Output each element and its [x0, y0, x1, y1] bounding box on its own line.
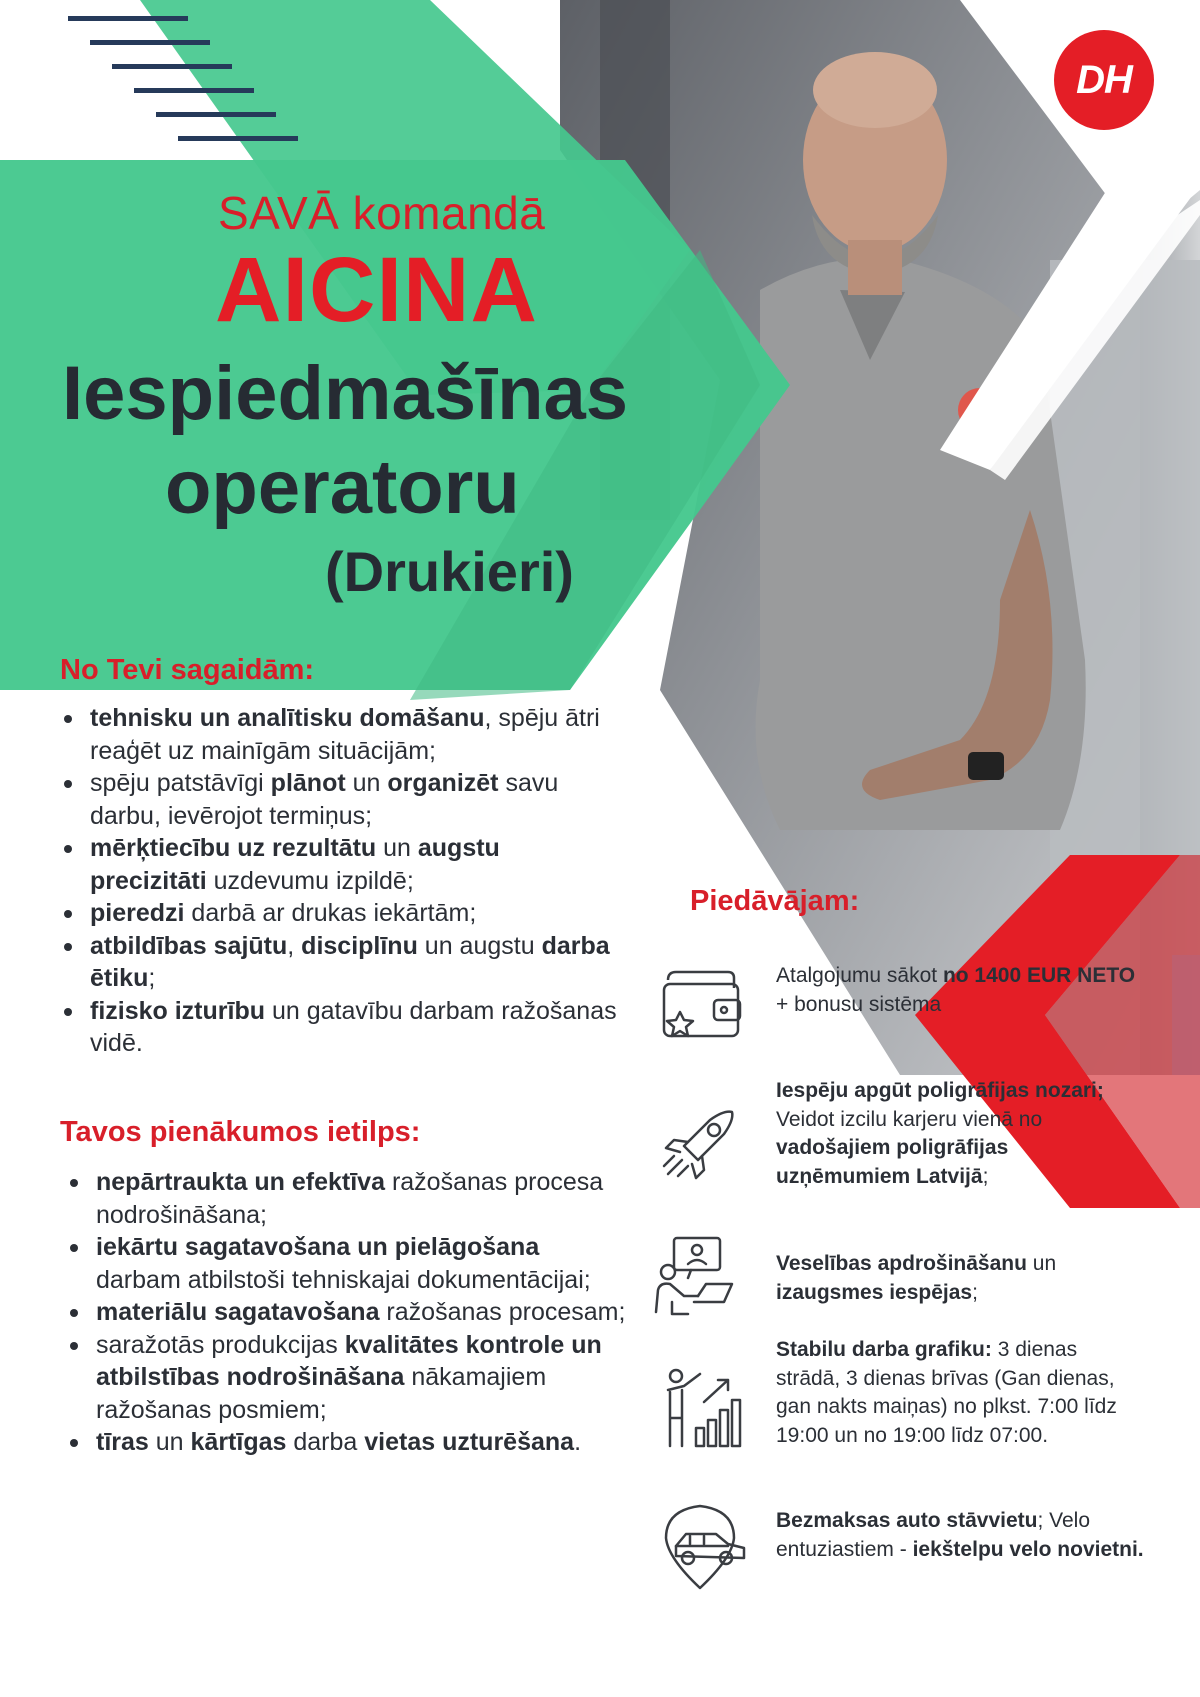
remote-work-icon	[648, 1232, 740, 1324]
duty-item: materiālu sagatavošana ražošanas procesam;	[66, 1296, 626, 1329]
requirement-item: tehnisku un analītisku domāšanu, spēju ātri reaģēt uz mainīgām situācijām;	[60, 702, 620, 767]
bold-text: tīras	[96, 1428, 149, 1456]
duties-title: Tavos pienākumos ietilps:	[60, 1116, 421, 1148]
car-location-icon	[654, 1500, 746, 1592]
headline-intro: SAVĀ komandā	[218, 187, 546, 239]
bold-text: fizisko izturību	[90, 996, 265, 1025]
requirement-item: fizisko izturību un gatavību darbam ražošanas vidē.	[60, 995, 620, 1060]
bold-text: disciplīnu	[301, 931, 418, 960]
requirement-item: mērķtiecību uz rezultātu un augstu precizitāti uzdevumu izpildē;	[60, 832, 620, 897]
bold-text: mērķtiecību uz rezultātu	[90, 834, 377, 862]
bold-text: atbildības sajūtu	[90, 931, 288, 960]
duty-item: tīras un kārtīgas darba vietas uzturēšana.	[66, 1426, 626, 1459]
duty-item: nepārtraukta un efektīva ražošanas procesa nodrošināšana;	[66, 1166, 626, 1231]
headline-aicina: AICINA	[215, 239, 538, 341]
wallet-star-icon	[654, 958, 746, 1050]
bold-text: organizēt	[387, 769, 499, 797]
requirements-title: No Tevi sagaidām:	[60, 654, 315, 686]
requirements-list	[60, 702, 620, 1060]
bold-text: augstu precizitāti	[90, 834, 500, 895]
bold-text: Veselības apdrošināšanu	[776, 1252, 1027, 1275]
requirement-item: atbildības sajūtu, disciplīnu un augstu darba ētiku;	[60, 930, 620, 995]
bold-text: iekārtu sagatavošana un pielāgošana	[96, 1233, 540, 1261]
offer-schedule: Stabilu darba grafiku: 3 dienas strādā, 3 dienas brīvas (Gan dienas, gan nakts maiņas) no plkst. 7:00 līdz 19:00 un no 19:00 līdz 07:00.	[776, 1338, 1117, 1447]
requirement-item: spēju patstāvīgi plānot un organizēt savu darbu, ievērojot termiņus;	[60, 767, 620, 832]
job-title-line3: (Drukieri)	[325, 540, 574, 603]
offer-salary: Atalgojumu sākot no 1400 EUR NETO + bonusu sistēma	[776, 964, 1136, 1016]
offer-title: Piedāvājam:	[690, 885, 860, 917]
requirement-item: pieredzi darbā ar drukas iekārtām;	[60, 897, 620, 930]
bold-text: plānot	[270, 769, 346, 797]
bold-text: pieredzi	[90, 899, 185, 927]
job-title-line2: operatoru	[165, 445, 520, 530]
bold-text: iekštelpu velo novietni.	[912, 1537, 1144, 1561]
bold-text: kārtīgas	[190, 1428, 287, 1456]
logo-text: DH	[1076, 57, 1132, 102]
bold-text: vietas uzturēšana	[364, 1428, 575, 1456]
growth-chart-icon	[654, 1362, 746, 1454]
bold-text: Iespēju apgūt poligrāfijas nozari;	[776, 1079, 1104, 1102]
bold-text: tehnisku un analītisku domāšanu	[90, 704, 485, 732]
dh-logo-icon	[1054, 30, 1154, 130]
bold-text: Bezmaksas auto stāvvietu	[776, 1509, 1038, 1532]
bold-text: nepārtraukta un efektīva	[96, 1168, 385, 1196]
rocket-icon	[654, 1100, 746, 1192]
job-title-line1: Iespiedmašīnas	[62, 351, 629, 436]
duty-item: iekārtu sagatavošana un pielāgošana darbam atbilstoši tehniskajai dokumentācijai;	[66, 1231, 626, 1296]
bold-text: kvalitātes kontrole un atbilstības nodrošināšana	[96, 1330, 602, 1391]
bold-text: no 1400 EUR NETO	[942, 964, 1136, 987]
bold-text: Stabilu darba grafiku:	[776, 1338, 992, 1361]
bold-text: materiālu sagatavošana	[96, 1298, 380, 1326]
bold-text: izaugsmes iespējas	[776, 1280, 973, 1304]
bold-text: darba ētiku	[90, 931, 610, 992]
offer-parking: Bezmaksas auto stāvvietu; Velo entuziastiem - iekštelpu velo novietni.	[776, 1509, 1144, 1561]
offer-career: Iespēju apgūt poligrāfijas nozari; Veidot izcilu karjeru vienā no vadošajiem poligrāfijas uzņēmumiem Latvijā;	[776, 1079, 1104, 1188]
bold-text: vadošajiem poligrāfijas uzņēmumiem Latvijā	[776, 1136, 1009, 1188]
offer-insurance: Veselības apdrošināšanu un izaugsmes iespējas;	[776, 1252, 1057, 1304]
duty-item: saražotās produkcijas kvalitātes kontrole un atbilstības nodrošināšana nākamajiem ražošanas posmiem;	[66, 1329, 626, 1427]
duties-list	[66, 1166, 626, 1459]
